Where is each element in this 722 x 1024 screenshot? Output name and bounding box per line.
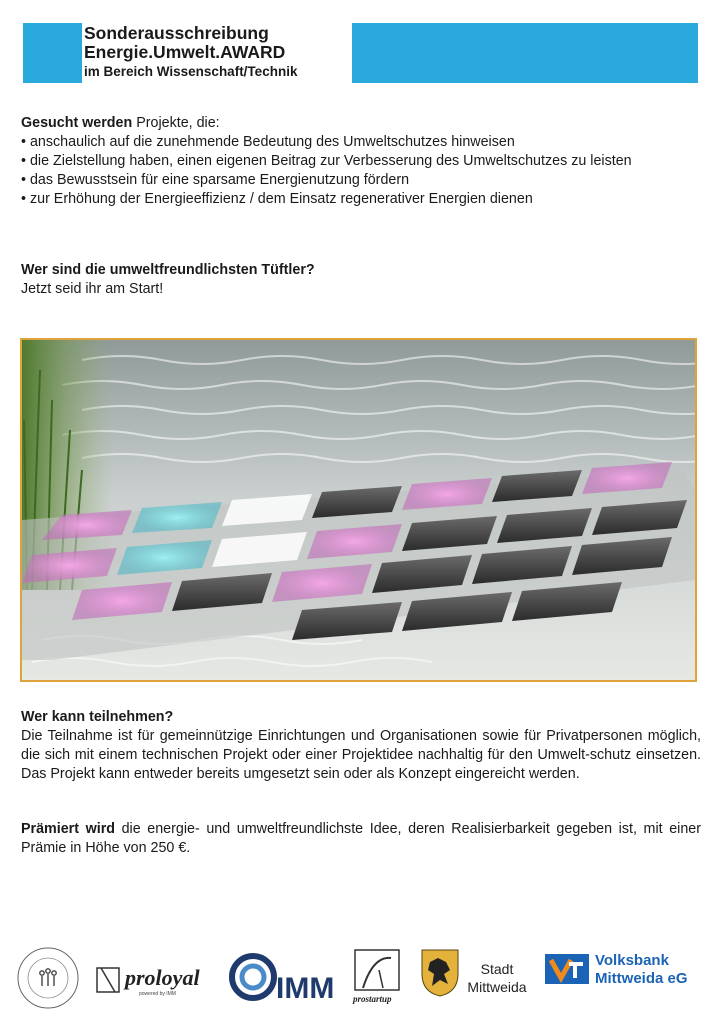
volksbank-logo (545, 952, 705, 992)
seal-icon (16, 946, 80, 1010)
solar-panel-illustration (22, 340, 695, 680)
bullet-item: • die Zielstellung haben, einen eigenen Beitrag zur Verbesserung des Umweltschutzes zu leisten (21, 153, 632, 169)
proloyal-mark-icon (95, 964, 123, 996)
volksbank-line1: Volksbank (595, 952, 669, 969)
volksbank-line2: Mittweida eG (595, 970, 688, 987)
participation-heading: Wer kann teilnehmen? (21, 709, 174, 725)
bullet-item: • das Bewusstsein für eine sparsame Energienutzung fördern (21, 172, 410, 188)
prize-text: die energie- und umweltfreundlichste Idee, deren Realisierbarkeit gegeben ist, mit einer Prämie in Höhe von 250 €. (21, 821, 701, 856)
sponsor-logos (0, 940, 722, 1020)
question-heading: Wer sind die umweltfreundlichsten Tüftler? (21, 262, 315, 278)
volksbank-mark-icon (545, 952, 589, 988)
intro-section (21, 114, 701, 209)
solar-panel-photo (20, 338, 697, 682)
intro-lead-bold: Gesucht werden (21, 115, 133, 131)
mittweida-crest-logo (420, 948, 460, 998)
prize-lead-bold: Prämiert wird (21, 821, 115, 837)
coat-of-arms-icon (420, 948, 460, 998)
stadt-mittweida-label (462, 960, 532, 996)
participation-section (21, 708, 701, 784)
imm-logo (228, 948, 344, 1008)
prostartup-logo (353, 948, 407, 1006)
prostartup-mark-icon (353, 948, 401, 992)
intro-lead (21, 114, 701, 133)
bullet-item: • zur Erhöhung der Energieeffizienz / dem Einsatz regenerativer Energien dienen (21, 191, 533, 207)
bullet-item: • anschaulich auf die zunehmende Bedeutung des Umweltschutzes hinweisen (21, 134, 515, 150)
proloyal-logo (95, 964, 215, 998)
intro-lead-rest: Projekte, die: (132, 115, 220, 131)
question-section (21, 261, 315, 299)
participation-text: Die Teilnahme ist für gemeinnützige Einrichtungen und Organisationen sowie für Privatpersonen möglich, die sich mit einem technischen Projekt oder einer Projektidee nachhaltig für den Umwelt-schutz einsetzen. Das Projekt kann entweder bereits umgesetzt sein oder als Konzept eingereicht werden. (21, 728, 701, 782)
question-text: Jetzt seid ihr am Start! (21, 281, 164, 297)
prostartup-wordmark: prostartup (353, 994, 392, 1004)
header-title-line2: Energie.Umwelt.AWARD (84, 42, 286, 62)
imm-ring-icon (228, 952, 278, 1002)
stadt-line1: Stadt (480, 961, 514, 977)
header-title-line1: Sonderausschreibung (84, 23, 269, 43)
prize-paragraph (21, 820, 701, 858)
imm-wordmark: IMM (276, 972, 335, 1005)
stadt-line2: Mittweida (467, 979, 527, 995)
header-subtitle: im Bereich Wissenschaft/Technik (84, 64, 298, 79)
proloyal-subline: powered by IMM (139, 991, 176, 997)
proloyal-wordmark: proloyal (125, 965, 200, 990)
prize-section (21, 820, 701, 858)
volksbank-wordmark (595, 952, 688, 988)
imm-stiftung-seal-logo (16, 946, 80, 1010)
